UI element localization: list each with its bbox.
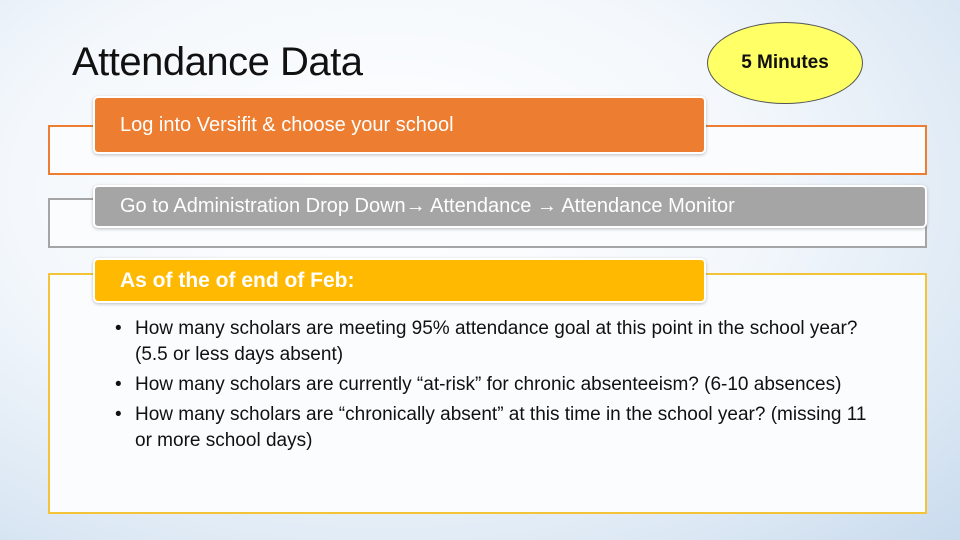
question-text: How many scholars are “chronically absent” at this time in the school year? (missing 11 or more school days)	[135, 404, 867, 451]
bullet-icon: •	[115, 374, 122, 395]
list-item	[115, 402, 875, 454]
question-list	[115, 316, 875, 458]
time-badge: 5 Minutes	[707, 22, 863, 104]
question-text: How many scholars are meeting 95% attendance goal at this point in the school year? (5.5 or less days absent)	[135, 318, 858, 365]
page-title: Attendance Data	[72, 40, 363, 84]
question-text: How many scholars are currently “at-risk” for chronic absenteeism? (6-10 absences)	[135, 374, 842, 395]
list-item	[115, 316, 875, 368]
list-item	[115, 372, 875, 398]
bullet-icon: •	[115, 404, 122, 425]
step2-header: Go to Administration Drop Down→ Attendance → Attendance Monitor	[93, 185, 927, 228]
step1-header: Log into Versifit & choose your school	[93, 96, 706, 154]
step3-header: As of the of end of Feb:	[93, 258, 706, 303]
bullet-icon: •	[115, 318, 122, 339]
